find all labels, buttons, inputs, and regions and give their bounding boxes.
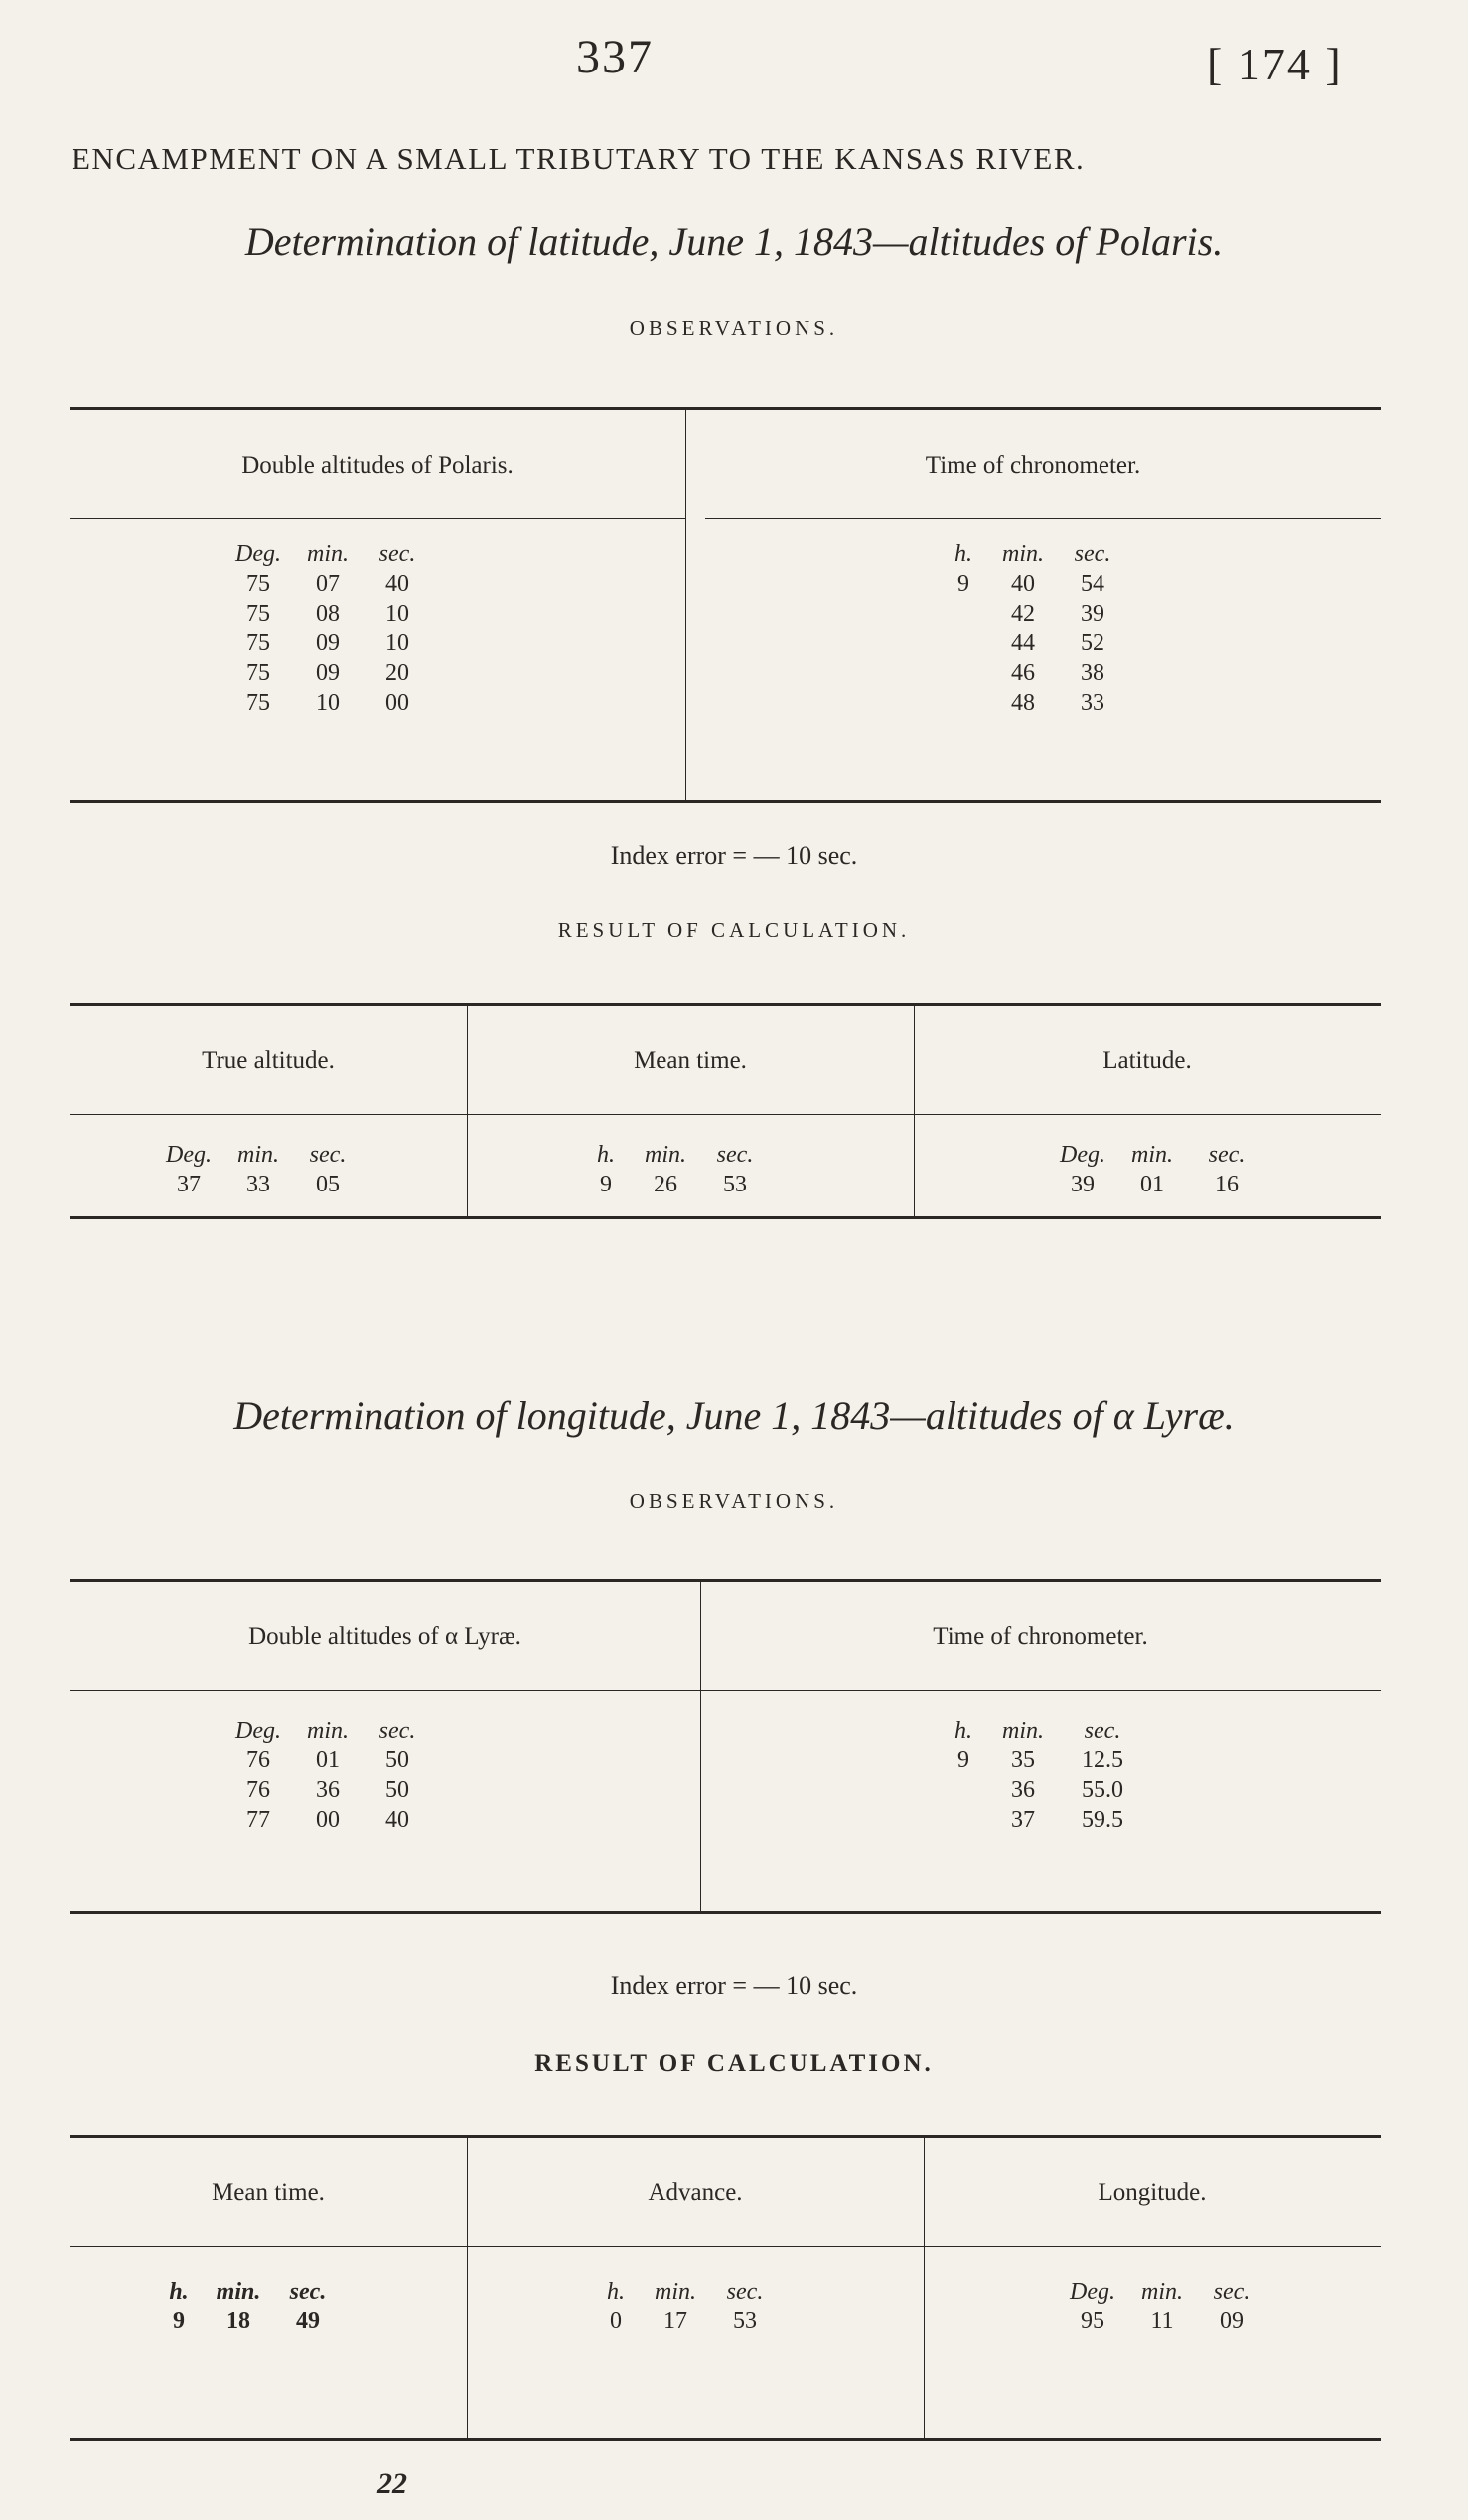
unit-label: Deg. — [235, 541, 281, 567]
unit-label: min. — [1002, 1718, 1044, 1744]
table-row — [228, 690, 427, 720]
table-row — [228, 1748, 427, 1777]
latitude-title: Determination of latitude, June 1, 1843—altitudes of Polaris. — [244, 219, 1224, 264]
cell — [944, 690, 983, 720]
table-row — [944, 630, 1122, 660]
cell: 16 — [1215, 1172, 1239, 1197]
table-rule — [70, 1690, 1381, 1691]
cell: 10 — [385, 601, 409, 627]
cell: 10 — [385, 630, 409, 656]
cell: 39 — [1071, 1172, 1095, 1197]
longitude-result-label: RESULT OF CALCULATION. — [534, 2050, 934, 2077]
cell — [944, 601, 983, 630]
units-row — [159, 1142, 358, 1172]
unit-label: min. — [1131, 1142, 1173, 1168]
cell: 40 — [385, 571, 409, 597]
cell: 50 — [385, 1748, 409, 1773]
latitude-result-label: RESULT OF CALCULATION. — [557, 918, 911, 942]
cell: 40 — [1011, 571, 1035, 597]
table-rule — [70, 800, 1381, 803]
cell: 36 — [1011, 1777, 1035, 1803]
unit-label: sec. — [289, 2279, 327, 2305]
table-rule — [705, 518, 1381, 519]
cell: 50 — [385, 1777, 409, 1803]
cell: 75 — [246, 571, 270, 597]
cell: 37 — [1011, 1807, 1035, 1833]
unit-label: sec. — [716, 1142, 754, 1168]
table-row — [944, 660, 1122, 690]
units-row — [944, 1718, 1142, 1748]
longitude-cell — [1063, 2279, 1261, 2338]
page-header — [0, 30, 1468, 99]
table-row — [228, 1807, 427, 1837]
table-row — [1063, 2309, 1261, 2338]
table-row — [228, 601, 427, 630]
units-row — [1063, 2279, 1261, 2309]
column-header: Time of chronometer. — [925, 452, 1141, 479]
unit-label: sec. — [378, 1718, 416, 1744]
table-rule — [70, 1216, 1381, 1219]
cell: 75 — [246, 630, 270, 656]
unit-label: Deg. — [1060, 1142, 1105, 1168]
longitude-observations-label: OBSERVATIONS. — [629, 1489, 839, 1513]
latitude-result-table — [70, 1003, 1381, 1221]
cell: 44 — [1011, 630, 1035, 656]
unit-label: min. — [307, 541, 349, 567]
cell: 05 — [316, 1172, 340, 1197]
cell: 38 — [1081, 660, 1104, 686]
right-data-column — [944, 1718, 1142, 1837]
column-header: Advance. — [648, 2179, 743, 2206]
column-header: Double altitudes of Polaris. — [241, 452, 514, 479]
cell: 39 — [1081, 601, 1104, 627]
table-row — [228, 1777, 427, 1807]
table-row — [944, 1748, 1142, 1777]
column-header: Mean time. — [634, 1048, 747, 1074]
unit-label: sec. — [726, 2279, 764, 2305]
table-row — [228, 630, 427, 660]
cell: 09 — [316, 660, 340, 686]
unit-label: min. — [237, 1142, 279, 1168]
unit-label: sec. — [1074, 541, 1111, 567]
signature-mark: 22 — [377, 2467, 407, 2500]
table-rule — [70, 518, 685, 519]
column-header: Time of chronometer. — [933, 1623, 1148, 1650]
table-row — [228, 660, 427, 690]
cell: 37 — [177, 1172, 201, 1197]
cell: 75 — [246, 601, 270, 627]
left-data-column — [228, 541, 427, 720]
cell: 10 — [316, 690, 340, 716]
page-number: 337 — [576, 31, 654, 83]
cell: 55.0 — [1082, 1777, 1123, 1803]
advance-cell — [596, 2279, 775, 2338]
units-row — [159, 2279, 338, 2309]
unit-label: min. — [216, 2279, 261, 2305]
cell: 46 — [1011, 660, 1035, 686]
table-row — [944, 690, 1122, 720]
latitude-cell — [1053, 1142, 1261, 1201]
cell: 26 — [654, 1172, 677, 1197]
cell — [944, 1777, 983, 1807]
units-row — [228, 541, 427, 571]
table-rule — [70, 2438, 1381, 2441]
units-row — [596, 2279, 775, 2309]
cell: 9 — [600, 1172, 612, 1197]
cell: 40 — [385, 1807, 409, 1833]
latitude-observations-table — [70, 407, 1381, 804]
cell: 01 — [1140, 1172, 1164, 1197]
cell: 33 — [1081, 690, 1104, 716]
column-header: Longitude. — [1098, 2179, 1207, 2206]
unit-label: Deg. — [235, 1718, 281, 1744]
right-data-column — [944, 541, 1122, 720]
cell: 75 — [246, 660, 270, 686]
cell: 77 — [246, 1807, 270, 1833]
cell: 95 — [1081, 2309, 1104, 2334]
column-header: Double altitudes of α Lyræ. — [248, 1623, 521, 1650]
cell: 76 — [246, 1777, 270, 1803]
units-row — [1053, 1142, 1261, 1172]
table-row — [944, 601, 1122, 630]
cell: 08 — [316, 601, 340, 627]
cell: 59.5 — [1082, 1807, 1123, 1833]
table-rule — [70, 2135, 1381, 2138]
table-row — [159, 2309, 338, 2338]
cell — [944, 660, 983, 690]
cell: 54 — [1081, 571, 1104, 597]
cell: 07 — [316, 571, 340, 597]
cell: 9 — [957, 571, 969, 597]
unit-label: sec. — [1208, 1142, 1246, 1168]
table-rule — [70, 1579, 1381, 1582]
cell: 53 — [733, 2309, 757, 2334]
cell: 9 — [173, 2309, 185, 2334]
mean-time-cell — [586, 1142, 765, 1201]
units-row — [228, 1718, 427, 1748]
cell: 20 — [385, 660, 409, 686]
cell: 00 — [385, 690, 409, 716]
latitude-index-error: Index error = — 10 sec. — [610, 841, 858, 870]
longitude-index-error: Index error = — 10 sec. — [610, 1971, 858, 2000]
cell: 09 — [316, 630, 340, 656]
unit-label: sec. — [309, 1142, 347, 1168]
unit-label: h. — [607, 2279, 625, 2305]
table-row — [586, 1172, 765, 1201]
cell: 00 — [316, 1807, 340, 1833]
unit-label: sec. — [378, 541, 416, 567]
document-number: [ 174 ] — [1207, 39, 1343, 89]
cell: 42 — [1011, 601, 1035, 627]
cell: 0 — [610, 2309, 622, 2334]
cell: 18 — [226, 2309, 250, 2334]
latitude-observations-label: OBSERVATIONS. — [629, 316, 839, 340]
cell: 36 — [316, 1777, 340, 1803]
cell: 35 — [1011, 1748, 1035, 1773]
unit-label: Deg. — [166, 1142, 212, 1168]
unit-label: Deg. — [1070, 2279, 1115, 2305]
longitude-title: Determination of longitude, June 1, 1843—altitudes of α Lyræ. — [233, 1393, 1235, 1438]
cell: 52 — [1081, 630, 1104, 656]
unit-label: h. — [954, 541, 972, 567]
cell — [944, 630, 983, 660]
column-header: True altitude. — [202, 1048, 335, 1074]
table-row — [596, 2309, 775, 2338]
table-row — [944, 571, 1122, 601]
table-row — [159, 1172, 358, 1201]
true-altitude-cell — [159, 1142, 358, 1201]
units-row — [586, 1142, 765, 1172]
unit-label: h. — [954, 1718, 972, 1744]
table-row — [944, 1777, 1142, 1807]
table-rule — [70, 1003, 1381, 1006]
column-header: Mean time. — [212, 2179, 325, 2206]
table-rule — [70, 1911, 1381, 1914]
left-data-column — [228, 1718, 427, 1837]
cell: 33 — [246, 1172, 270, 1197]
cell — [944, 1807, 983, 1837]
running-head: ENCAMPMENT ON A SMALL TRIBUTARY TO THE KANSAS RIVER. — [72, 141, 1086, 176]
unit-label: min. — [307, 1718, 349, 1744]
table-rule — [70, 407, 1381, 410]
table-row — [228, 571, 427, 601]
table-divider — [467, 1003, 468, 1216]
unit-label: min. — [655, 2279, 696, 2305]
unit-label: min. — [645, 1142, 686, 1168]
cell: 48 — [1011, 690, 1035, 716]
cell: 12.5 — [1082, 1748, 1123, 1773]
units-row — [944, 541, 1122, 571]
cell: 17 — [663, 2309, 687, 2334]
unit-label: sec. — [1084, 1718, 1121, 1744]
longitude-result-table — [70, 2135, 1381, 2443]
table-rule — [70, 1114, 1381, 1115]
unit-label: h. — [597, 1142, 615, 1168]
column-header: Latitude. — [1102, 1048, 1192, 1074]
table-row — [944, 1807, 1142, 1837]
unit-label: min. — [1141, 2279, 1183, 2305]
cell: 11 — [1150, 2309, 1174, 2334]
cell: 76 — [246, 1748, 270, 1773]
cell: 49 — [296, 2309, 320, 2334]
table-rule — [70, 2246, 1381, 2247]
cell: 53 — [723, 1172, 747, 1197]
mean-time-cell — [159, 2279, 338, 2338]
cell: 09 — [1220, 2309, 1244, 2334]
cell: 75 — [246, 690, 270, 716]
unit-label: min. — [1002, 541, 1044, 567]
unit-label: sec. — [1213, 2279, 1250, 2305]
table-divider — [914, 1003, 915, 1216]
cell: 9 — [957, 1748, 969, 1773]
longitude-observations-table — [70, 1579, 1381, 1916]
cell: 01 — [316, 1748, 340, 1773]
unit-label: h. — [169, 2279, 189, 2305]
table-row — [1053, 1172, 1261, 1201]
